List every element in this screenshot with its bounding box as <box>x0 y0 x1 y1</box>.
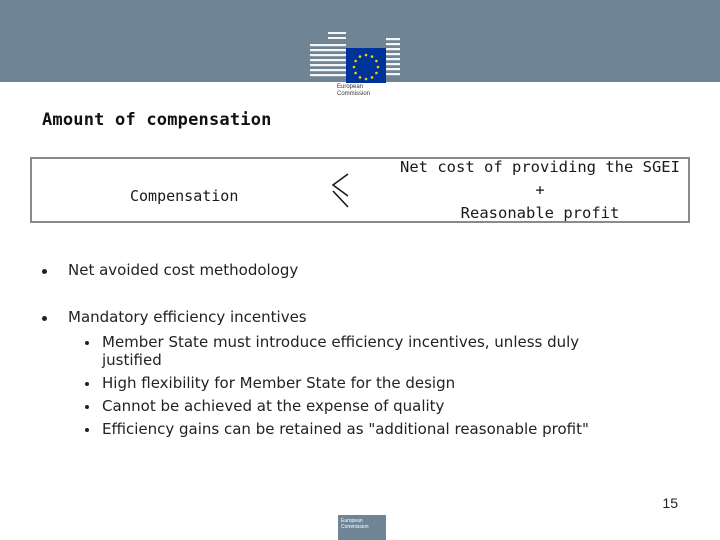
bullet-dot <box>42 269 47 274</box>
logo-text-line1: European <box>337 84 364 90</box>
sub-bullet-dot <box>85 405 89 409</box>
bullet-item: Net avoided cost methodology <box>68 261 299 279</box>
less-than-or-equal-symbol <box>328 171 352 211</box>
sub-bullet-dot <box>85 341 89 345</box>
logo-text-line2: Commission <box>337 91 371 97</box>
footer-logo-text: European Commission <box>341 518 369 530</box>
sub-bullet-dot <box>85 382 89 386</box>
formula-plus: + <box>535 181 545 199</box>
formula-rhs <box>384 156 696 225</box>
formula-rhs-line1: Net cost of providing the SGEI <box>400 158 680 176</box>
sub-bullet-line: Member State must introduce efficiency incentives, unless duly <box>102 333 580 351</box>
sub-bullet-item: Cannot be achieved at the expense of quality <box>102 397 445 415</box>
sub-bullet-item <box>102 333 579 369</box>
sub-bullet-line: justified <box>102 351 162 369</box>
sub-bullet-item: High flexibility for Member State for the design <box>102 374 456 392</box>
slide-title: Amount of compensation <box>42 110 272 130</box>
bullet-dot <box>42 316 47 321</box>
formula-rhs-line3: Reasonable profit <box>460 204 620 222</box>
logo-wordmark <box>337 84 397 98</box>
footer-logo <box>338 515 386 540</box>
formula-lhs: Compensation <box>130 187 239 205</box>
sub-bullet-dot <box>85 428 89 432</box>
sub-bullet-item: Efficiency gains can be retained as "additional reasonable profit" <box>102 420 589 438</box>
page-number: 15 <box>662 495 678 511</box>
bullet-item: Mandatory efficiency incentives <box>68 308 307 326</box>
